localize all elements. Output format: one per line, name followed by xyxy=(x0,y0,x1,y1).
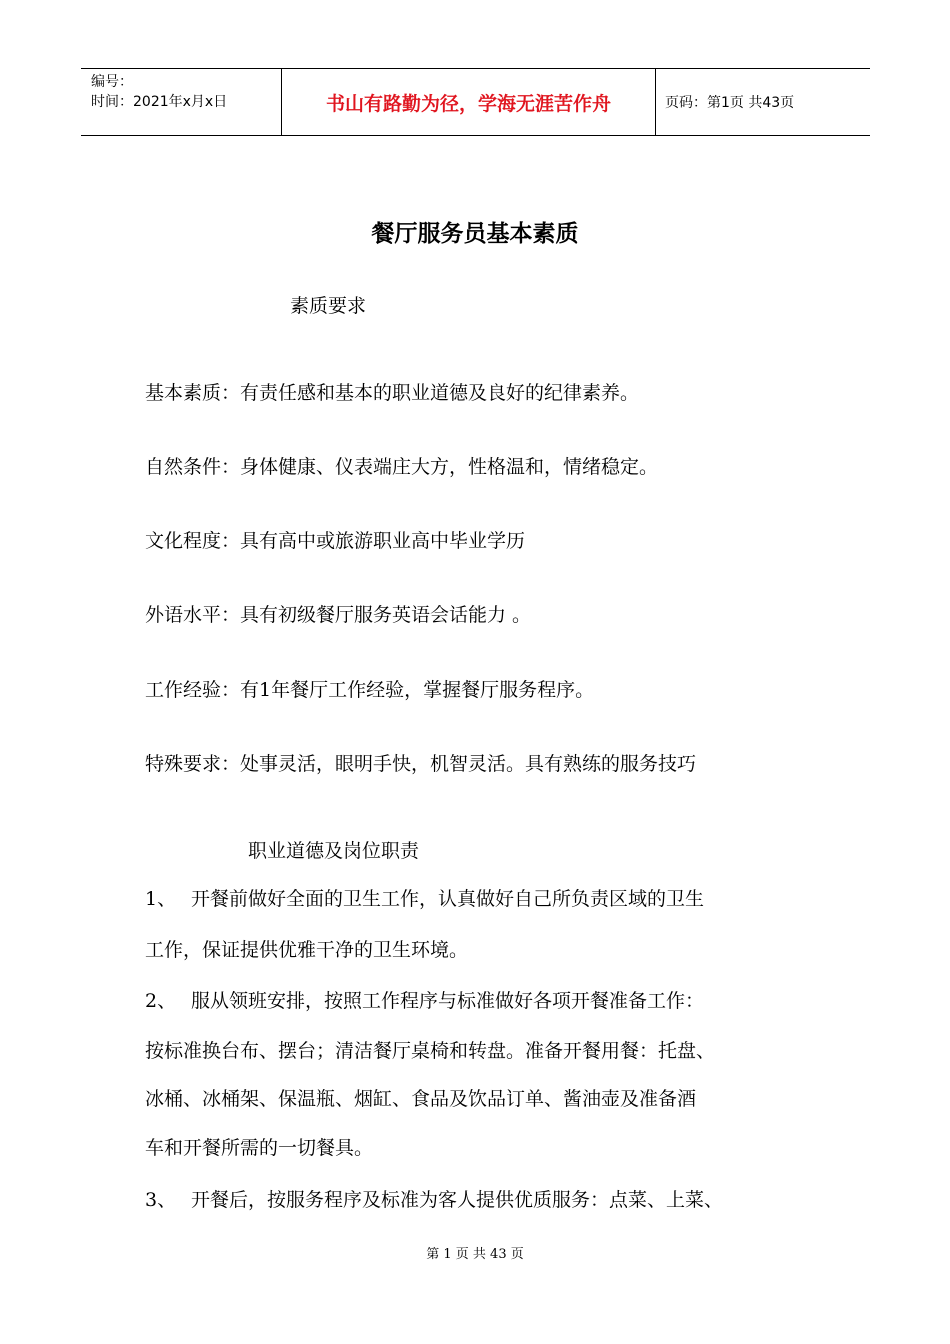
header-top-rule xyxy=(81,68,870,69)
duty-text-continued: 冰桶、冰桶架、保温瓶、烟缸、食品及饮品订单、酱油壶及准备酒 xyxy=(145,1088,697,1110)
section-heading-duties: 职业道德及岗位职责 xyxy=(248,840,420,862)
requirement-item: 文化程度：具有高中或旅游职业高中毕业学历 xyxy=(145,530,526,552)
duty-text-continued: 工作，保证提供优雅干净的卫生环境。 xyxy=(145,939,469,961)
duty-number: 2、 xyxy=(145,990,177,1012)
duty-text: 服从领班安排，按照工作程序与标准做好各项开餐准备工作： xyxy=(191,990,705,1012)
duty-text-continued: 车和开餐所需的一切餐具。 xyxy=(145,1137,374,1159)
header-motto: 书山有路勤为径，学海无涯苦作舟 xyxy=(325,93,611,115)
requirement-item: 自然条件：身体健康、仪表端庄大方，性格温和，情绪稳定。 xyxy=(145,456,659,478)
requirement-item: 工作经验：有1年餐厅工作经验，掌握餐厅服务程序。 xyxy=(145,679,595,701)
page-footer: 第 1 页 共 43 页 xyxy=(426,1247,524,1262)
header-divider xyxy=(655,68,656,136)
duty-item-1 xyxy=(145,885,704,913)
duty-text: 开餐后，按服务程序及标准为客人提供优质服务：点菜、上菜、 xyxy=(191,1189,724,1211)
duty-text-continued: 按标准换台布、摆台；清洁餐厅桌椅和转盘。准备开餐用餐：托盘、 xyxy=(145,1040,716,1062)
duty-item-3 xyxy=(145,1186,723,1214)
section-heading-requirements: 素质要求 xyxy=(290,295,367,317)
header-page-info: 页码：第1页 共43页 xyxy=(665,95,795,111)
duty-text: 开餐前做好全面的卫生工作，认真做好自己所负责区域的卫生 xyxy=(191,888,705,910)
page-title: 餐厅服务员基本素质 xyxy=(371,220,579,247)
requirement-item: 外语水平：具有初级餐厅服务英语会话能力 。 xyxy=(145,604,532,626)
header-bottom-rule xyxy=(81,135,870,136)
duty-item-2 xyxy=(145,987,704,1015)
requirement-item: 特殊要求：处事灵活，眼明手快，机智灵活。具有熟练的服务技巧 xyxy=(145,753,697,775)
requirement-item: 基本素质：有责任感和基本的职业道德及良好的纪律素养。 xyxy=(145,382,640,404)
duty-number: 3、 xyxy=(145,1189,177,1211)
header-left-cell xyxy=(91,72,227,112)
serial-label: 编号： xyxy=(91,74,133,90)
duty-number: 1、 xyxy=(145,888,177,910)
date-label: 时间：2021年x月x日 xyxy=(91,94,228,110)
